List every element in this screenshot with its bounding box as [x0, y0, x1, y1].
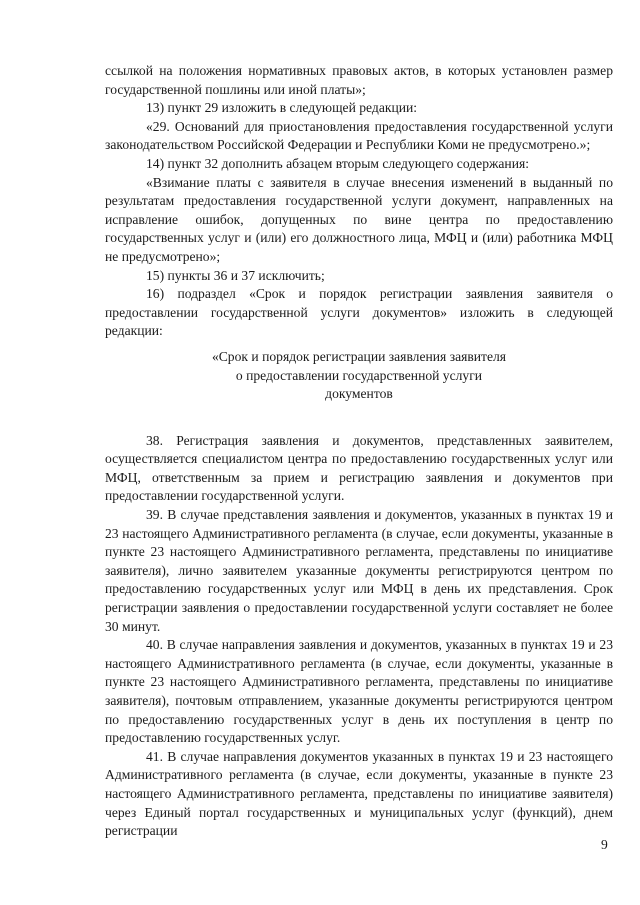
paragraph-41: 41. В случае направления документов указанных в пунктах 19 и 23 настоящего Административного регламента (в случае, если документы, указанные в пункте 23 настоящего Административного регламента, представлены по инициативе заявителя) через Единый портал государственных и муниципальных услуг (функций), днем регистрации	[105, 748, 613, 839]
paragraph-38: 38. Регистрация заявления и документов, представленных заявителем, осуществляется специалистом центра по предоставлению государственных услуг или МФЦ, ответственным за прием и регистрацию заявления и документов при предоставлении государственной услуги.	[105, 432, 613, 504]
heading-line: о предоставлении государственной услуги	[235, 367, 483, 383]
heading-line: «Срок и порядок регистрации заявления заявителя	[211, 348, 507, 364]
paragraph: 13) пункт 29 изложить в следующей редакции:	[146, 100, 418, 116]
page-number: 9	[601, 837, 608, 852]
paragraph-39: 39. В случае представления заявления и документов, указанных в пунктах 19 и 23 настоящего Административного регламента (в случае, если документы, указанные в пункте 23 настоящего Административного регламента, представлены по инициативе заявителя), лично заявителем указанные документы регистрируются центром по предоставлению государственных услуг или МФЦ в день их представления. Срок регистрации заявления о предоставлении государственной услуги составляет не более 30 минут.	[105, 507, 613, 634]
paragraph: «Взимание платы с заявителя в случае внесения изменений в выданный по результатам предоставления государственной услуги документ, направленных на исправление ошибок, допущенных по вине центра по предоставлению государственных услуг и (или) его должностного лица, МФЦ и (или) работника МФЦ не предусмотрено»;	[105, 174, 613, 264]
paragraph: ссылкой на положения нормативных правовых актов, в которых установлен размер государственной пошлины или иной платы»;	[105, 63, 613, 97]
paragraph: 15) пункты 36 и 37 исключить;	[146, 267, 325, 283]
paragraph-40: 40. В случае направления заявления и документов, указанных в пунктах 19 и 23 настоящего Административного регламента (в случае, если документы, указанные в пункте 23 настоящего Административного регламента, представлены по инициативе заявителя), почтовым отправлением, указанные документы регистрируются центром по предоставлению государственных услуг в день их поступления в центр по предоставлению государственных услуг.	[105, 637, 613, 746]
paragraph: 14) пункт 32 дополнить абзацем вторым следующего содержания:	[146, 155, 529, 171]
heading-line: документов	[325, 386, 393, 402]
section-heading	[105, 348, 613, 404]
paragraph: 16) подраздел «Срок и порядок регистрации заявления заявителя о предоставлении государственной услуги документов» изложить в следующей редакции:	[105, 286, 613, 339]
paragraph: «29. Оснований для приостановления предоставления государственной услуги законодательством Российской Федерации и Республики Коми не предусмотрено.»;	[105, 118, 613, 153]
document-body	[105, 62, 613, 841]
